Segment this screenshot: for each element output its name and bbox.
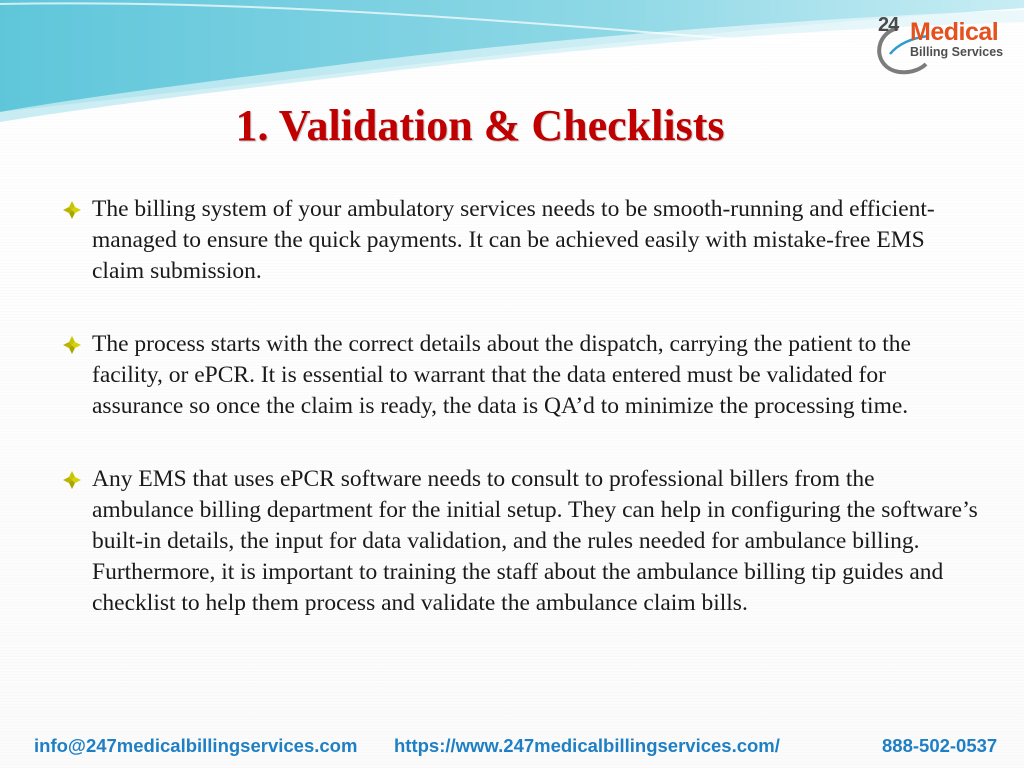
bullet-list [62, 194, 982, 661]
company-logo [868, 14, 1018, 78]
diamond-bullet-icon [62, 470, 82, 490]
slide-title-text: 1. Validation & Checklists [235, 101, 725, 150]
logo-brand: Medical [910, 18, 999, 46]
bullet-item [62, 194, 982, 287]
footer-email-link[interactable]: info@247medicalbillingservices.com [34, 735, 358, 756]
footer-contact-bar [0, 726, 1024, 768]
slide-title [0, 100, 1000, 151]
bullet-text: Any EMS that uses ePCR software needs to consult to professional billers from the ambulance billing department for the initial setup. They can help in configuring the software’s built-in details, the input for data validation, and the rules needed for ambulance billing. Furthermore, it is important to training the staff about the ambulance billing tip guides and checklist to help them process and validate the ambulance claim bills. [92, 466, 978, 616]
logo-number: 24 [878, 14, 899, 36]
footer-phone-number[interactable]: 888-502-0537 [882, 735, 998, 756]
bullet-text: The billing system of your ambulatory services needs to be smooth-running and efficient-managed to ensure the quick payments. It can be achieved easily with mistake-free EMS claim submission. [92, 196, 935, 284]
footer-website-link[interactable]: https://www.247medicalbillingservices.com/ [394, 735, 780, 756]
bullet-item [62, 329, 982, 422]
bullet-item [62, 464, 982, 619]
diamond-bullet-icon [62, 200, 82, 220]
bullet-text: The process starts with the correct details about the dispatch, carrying the patient to the facility, or ePCR. It is essential to warrant that the data entered must be validated for assurance so once the claim is ready, the data is QA’d to minimize the processing time. [92, 331, 911, 419]
logo-subtitle: Billing Services [910, 45, 1004, 59]
diamond-bullet-icon [62, 335, 82, 355]
